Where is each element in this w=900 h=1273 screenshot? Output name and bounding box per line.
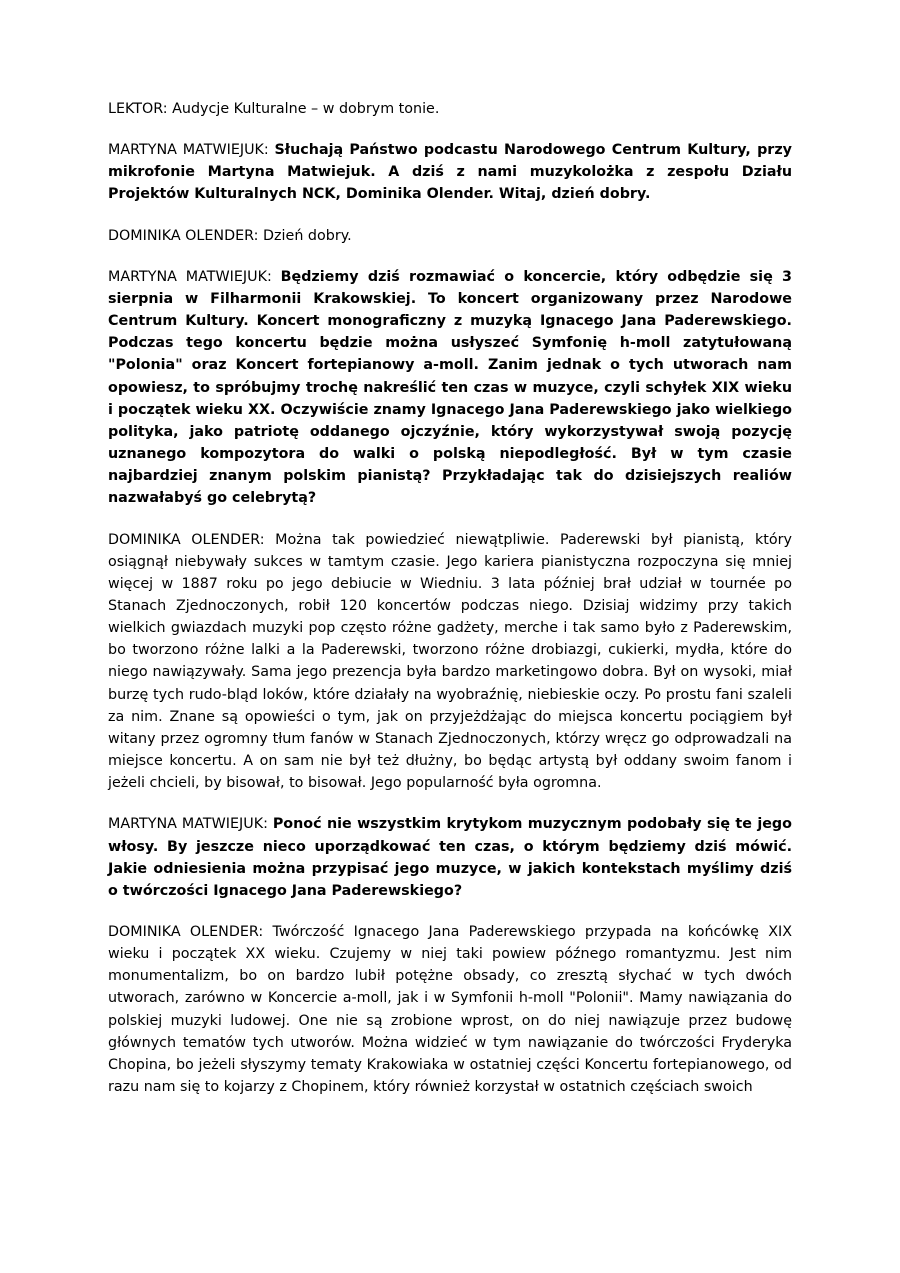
paragraph-text: Słuchają Państwo podcastu Narodowego Centrum Kultury, przy mikrofonie Martyna Matwiejuk. A dziś z nami muzykolożka z zespołu Działu Projektów Kulturalnych NCK, Dominika Olender. Witaj, dzień dobry.	[108, 142, 792, 203]
paragraph-text: Dzień dobry.	[263, 227, 352, 244]
transcript-paragraph	[108, 98, 792, 120]
transcript-paragraph	[108, 529, 792, 795]
speaker-label: DOMINIKA OLENDER:	[108, 531, 276, 548]
transcript-paragraph	[108, 225, 792, 247]
speaker-label: DOMINIKA OLENDER:	[108, 924, 273, 940]
paragraph-text: Będziemy dziś rozmawiać o koncercie, który odbędzie się 3 sierpnia w Filharmonii Krakowskiej. To koncert organizowany przez Narodowe Centrum Kultury. Koncert monograficzny z muzyką Ignacego Jana Paderewskiego. Podczas tego koncertu będzie można usłyszeć Symfonię h-moll zatytułowaną "Polonia" oraz Koncert fortepianowy a-moll. Zanim jednak o tych utworach nam opowiesz, to spróbujmy trochę nakreślić ten czas w muzyce, czyli schyłek XIX wieku i początek wieku XX. Oczywiście znamy Ignacego Jana Paderewskiego jako wielkiego polityka, jako patriotę oddanego ojczyźnie, który wykorzystywał swoją pozycję uznanego kompozytora do walki o polską niepodległość. Był w tym czasie najbardziej znanym polskim pianistą? Przykładając tak do dzisiejszych realiów nazwałabyś go celebrytą?	[108, 268, 792, 507]
speaker-label: MARTYNA MATWIEJUK:	[108, 816, 273, 833]
paragraph-text: Można tak powiedzieć niewątpliwie. Paderewski był pianistą, który osiągnął niebywały sukces w tamtym czasie. Jego kariera pianistyczna rozpoczyna się mniej więcej w 1887 roku po jego debiucie w Wiedniu. 3 lata później brał udział w tournée po Stanach Zjednoczonych, robił 120 koncertów podczas niego. Dzisiaj widzimy przy takich wielkich gwiazdach muzyki pop często różne gadżety, merche i tak samo było z Paderewskim, bo tworzono różne lalki a la Paderewski, tworzono różne drobiazgi, cukierki, mydła, które do niego nawiązywały. Sama jego prezencja była bardzo marketingowo dobra. Był on wysoki, miał burzę tych rudo-bląd loków, które działały na wyobraźnię, niebieskie oczy. Po prostu fani szaleli za nim. Znane są opowieści o tym, jak on przyjeżdżając do miejsca koncertu pociągiem był witany przez ogromny tłum fanów w Stanach Zjednoczonych, którzy wręcz go odprowadzali na miejsce koncertu. A on sam nie był też dłużny, bo będąc artystą był oddany swoim fanom i jeżeli chcieli, by bisował, to bisował. Jego popularność była ogromna.	[108, 531, 792, 792]
transcript-paragraph	[108, 266, 792, 510]
speaker-label: MARTYNA MATWIEJUK:	[108, 142, 275, 159]
transcript-body	[108, 98, 792, 1098]
transcript-paragraph	[108, 921, 792, 1098]
speaker-label: LEKTOR:	[108, 101, 173, 117]
paragraph-text: Twórczość Ignacego Jana Paderewskiego przypada na końcówkę XIX wieku i początek XX wieku. Czujemy w niej taki powiew późnego romantyzmu. Jest nim monumentalizm, bo on bardzo lubił potężne obsady, co zresztą słychać w tych dwóch utworach, zarówno w Koncercie a-moll, jak i w Symfonii h-moll "Polonii". Mamy nawiązania do polskiej muzyki ludowej. One nie są zrobione wprost, on do niej nawiązuje przez budowę głównych tematów tych utworów. Można widzieć w tym nawiązanie do twórczości Fryderyka Chopina, bo jeżeli słyszymy tematy Krakowiaka w ostatniej części Koncertu fortepianowego, od razu nam się to kojarzy z Chopinem, który również korzystał w ostatnich częściach swoich	[108, 924, 792, 1096]
transcript-paragraph	[108, 813, 792, 902]
transcript-paragraph	[108, 139, 792, 205]
paragraph-text: Audycje Kulturalne – w dobrym tonie.	[172, 101, 440, 117]
paragraph-text: Ponoć nie wszystkim krytykom muzycznym podobały się te jego włosy. By jeszcze nieco uporządkować ten czas, o którym będziemy dziś mówić. Jakie odniesienia można przypisać jego muzyce, w jakich kontekstach myślimy dziś o twórczości Ignacego Jana Paderewskiego?	[108, 816, 792, 899]
speaker-label: DOMINIKA OLENDER:	[108, 227, 264, 244]
speaker-label: MARTYNA MATWIEJUK:	[108, 268, 281, 285]
